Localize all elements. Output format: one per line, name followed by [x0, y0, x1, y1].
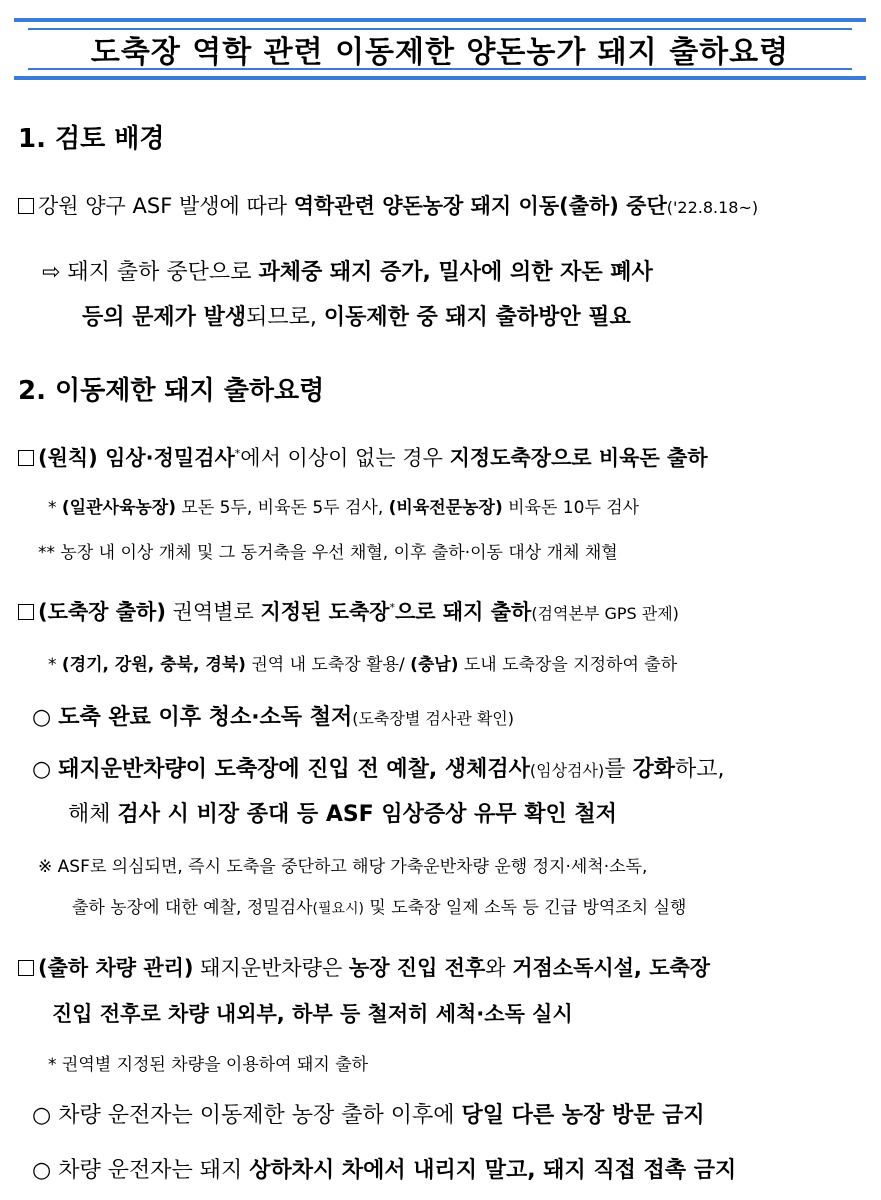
circle2-line1 [32, 752, 724, 783]
circle4-text: 차량 운전자는 돼지 [58, 1158, 250, 1183]
note3-c: (충남) [410, 655, 459, 675]
note1-c: (비육전문농장) [388, 498, 503, 518]
vehicle-text-b: 농장 진입 전후 [348, 956, 486, 980]
slaughter-line [18, 596, 679, 626]
circle2-line2-b: 검사 시 비장 종대 등 ASF 임상증상 유무 확인 철저 [117, 802, 617, 827]
section1-bullet1 [18, 190, 758, 220]
reference-line1 [38, 852, 647, 877]
circle2-a: 돼지운반차량이 도축장에 진입 전 예찰, 생체검사 [58, 757, 530, 782]
square-bullet-icon [18, 450, 34, 466]
arrow-right-icon: ⇨ [42, 260, 61, 285]
circle-bullet-icon: ○ [32, 1103, 52, 1128]
title-inner-frame [28, 28, 852, 70]
arrow-text-a: 돼지 출하 중단으로 [67, 260, 259, 285]
circle2-b: (임상검사) [529, 761, 605, 780]
reference-text-c: (필요시) [312, 901, 365, 917]
note1-a: (일관사육농장) [61, 498, 176, 518]
vehicle-text-d: 거점소독시설, 도축장 [512, 956, 711, 980]
note3-d: 도내 도축장을 지정하여 출하 [458, 655, 678, 675]
asterisk-mark: * [48, 1055, 57, 1075]
square-bullet-icon [18, 198, 34, 214]
circle2-e: 하고, [674, 757, 725, 782]
note1 [48, 493, 639, 518]
square-bullet-icon [18, 960, 34, 976]
title-banner [14, 18, 866, 80]
arrow-line2-a: 등의 문제가 발생 [82, 305, 247, 330]
section1-arrow-line1 [42, 255, 653, 286]
circle2-line2-a: 해체 [68, 802, 118, 827]
circle-bullet-icon: ○ [32, 705, 52, 730]
section1-heading: 1. 검토 배경 [18, 124, 165, 154]
double-asterisk-mark: ** [38, 543, 55, 563]
reference-text-b: 출하 농장에 대한 예찰, 정밀검사 [72, 898, 313, 918]
page-title: 도축장 역학 관련 이동제한 양돈농가 돼지 출하요령 [90, 35, 790, 70]
note2-text: 농장 내 이상 개체 및 그 동거축을 우선 채혈, 이후 출하·이동 대상 개체 채혈 [60, 543, 618, 563]
principle-text: 에서 이상이 없는 경우 [240, 446, 450, 470]
circle2-c: 를 [604, 757, 633, 782]
circle-bullet-icon: ○ [32, 757, 52, 782]
principle-bold-text: 지정도축장으로 비육돈 출하 [449, 446, 708, 470]
bullet1-date: ('22.8.18~) [666, 198, 759, 217]
reference-text-d: 및 도축장 일제 소독 등 긴급 방역조치 실행 [364, 898, 687, 918]
circle4-bold: 상하차시 차에서 내리지 말고, 돼지 직접 접촉 금지 [249, 1158, 737, 1183]
circle2-d: 강화 [632, 757, 675, 782]
vehicle-label: (출하 차량 관리) [38, 956, 194, 980]
slaughter-gps: (검역본부 GPS 관제) [531, 604, 679, 623]
note1-b: 모돈 5두, 비육돈 5두 검사, [175, 498, 389, 518]
principle-sup: * [234, 447, 241, 460]
arrow-text-b: 과체중 돼지 증가, 밀사에 의한 자돈 폐사 [258, 260, 653, 285]
circle-bullet-icon: ○ [32, 1158, 52, 1183]
note1-d: 비육돈 10두 검사 [502, 498, 640, 518]
vehicle-text-a: 돼지운반차량은 [193, 956, 349, 980]
reference-text-a: ASF로 의심되면, 즉시 도축을 중단하고 해당 가축운반차량 운행 정지·세척·소독, [57, 857, 648, 877]
circle4 [32, 1153, 736, 1184]
circle3-text: 차량 운전자는 이동제한 농장 출하 이후에 [58, 1103, 462, 1128]
note3-a: (경기, 강원, 충북, 경북) [61, 655, 246, 675]
circle3-bold: 당일 다른 농장 방문 금지 [461, 1103, 705, 1128]
asterisk-mark: * [48, 498, 57, 518]
circle2-line2 [68, 797, 617, 828]
vehicle-line2: 진입 전후로 차량 내외부, 하부 등 철저히 세척·소독 실시 [52, 1002, 573, 1026]
bullet1-text-a: 강원 양구 ASF 발생에 따라 [38, 194, 294, 218]
note3-b: 권역 내 도축장 활용/ [245, 655, 411, 675]
vehicle-text-c: 와 [485, 956, 513, 980]
circle1 [32, 700, 514, 731]
slaughter-sup: * [389, 601, 395, 614]
note3 [48, 650, 677, 675]
asterisk-mark: * [48, 655, 57, 675]
slaughter-text-b: 지정된 도축장 [260, 600, 390, 624]
section2-heading: 2. 이동제한 돼지 출하요령 [18, 376, 325, 406]
arrow-line2-c: 이동제한 중 돼지 출하방안 필요 [323, 305, 631, 330]
slaughter-text-a: 권역별로 [165, 600, 261, 624]
principle-label: (원칙) 임상·정밀검사 [38, 446, 235, 470]
principle-line [18, 442, 708, 472]
note2 [38, 538, 618, 563]
reference-line2 [72, 893, 686, 918]
square-bullet-icon [18, 604, 34, 620]
circle3 [32, 1098, 705, 1129]
reference-mark-icon: ※ [38, 857, 53, 877]
arrow-line2-b: 되므로, [246, 305, 324, 330]
slaughter-label: (도축장 출하) [38, 600, 166, 624]
note4 [48, 1050, 368, 1075]
bullet1-text-b: 역학관련 양돈농장 돼지 이동(출하) 중단 [293, 194, 667, 218]
circle1-note: (도축장별 검사관 확인) [352, 709, 514, 728]
note4-text: 권역별 지정된 차량을 이용하여 돼지 출하 [61, 1055, 369, 1075]
vehicle-line1 [18, 952, 710, 982]
section1-arrow-line2 [82, 300, 631, 331]
circle1-bold: 도축 완료 이후 청소·소독 철저 [58, 705, 353, 730]
slaughter-text-c: 으로 돼지 출하 [394, 600, 532, 624]
